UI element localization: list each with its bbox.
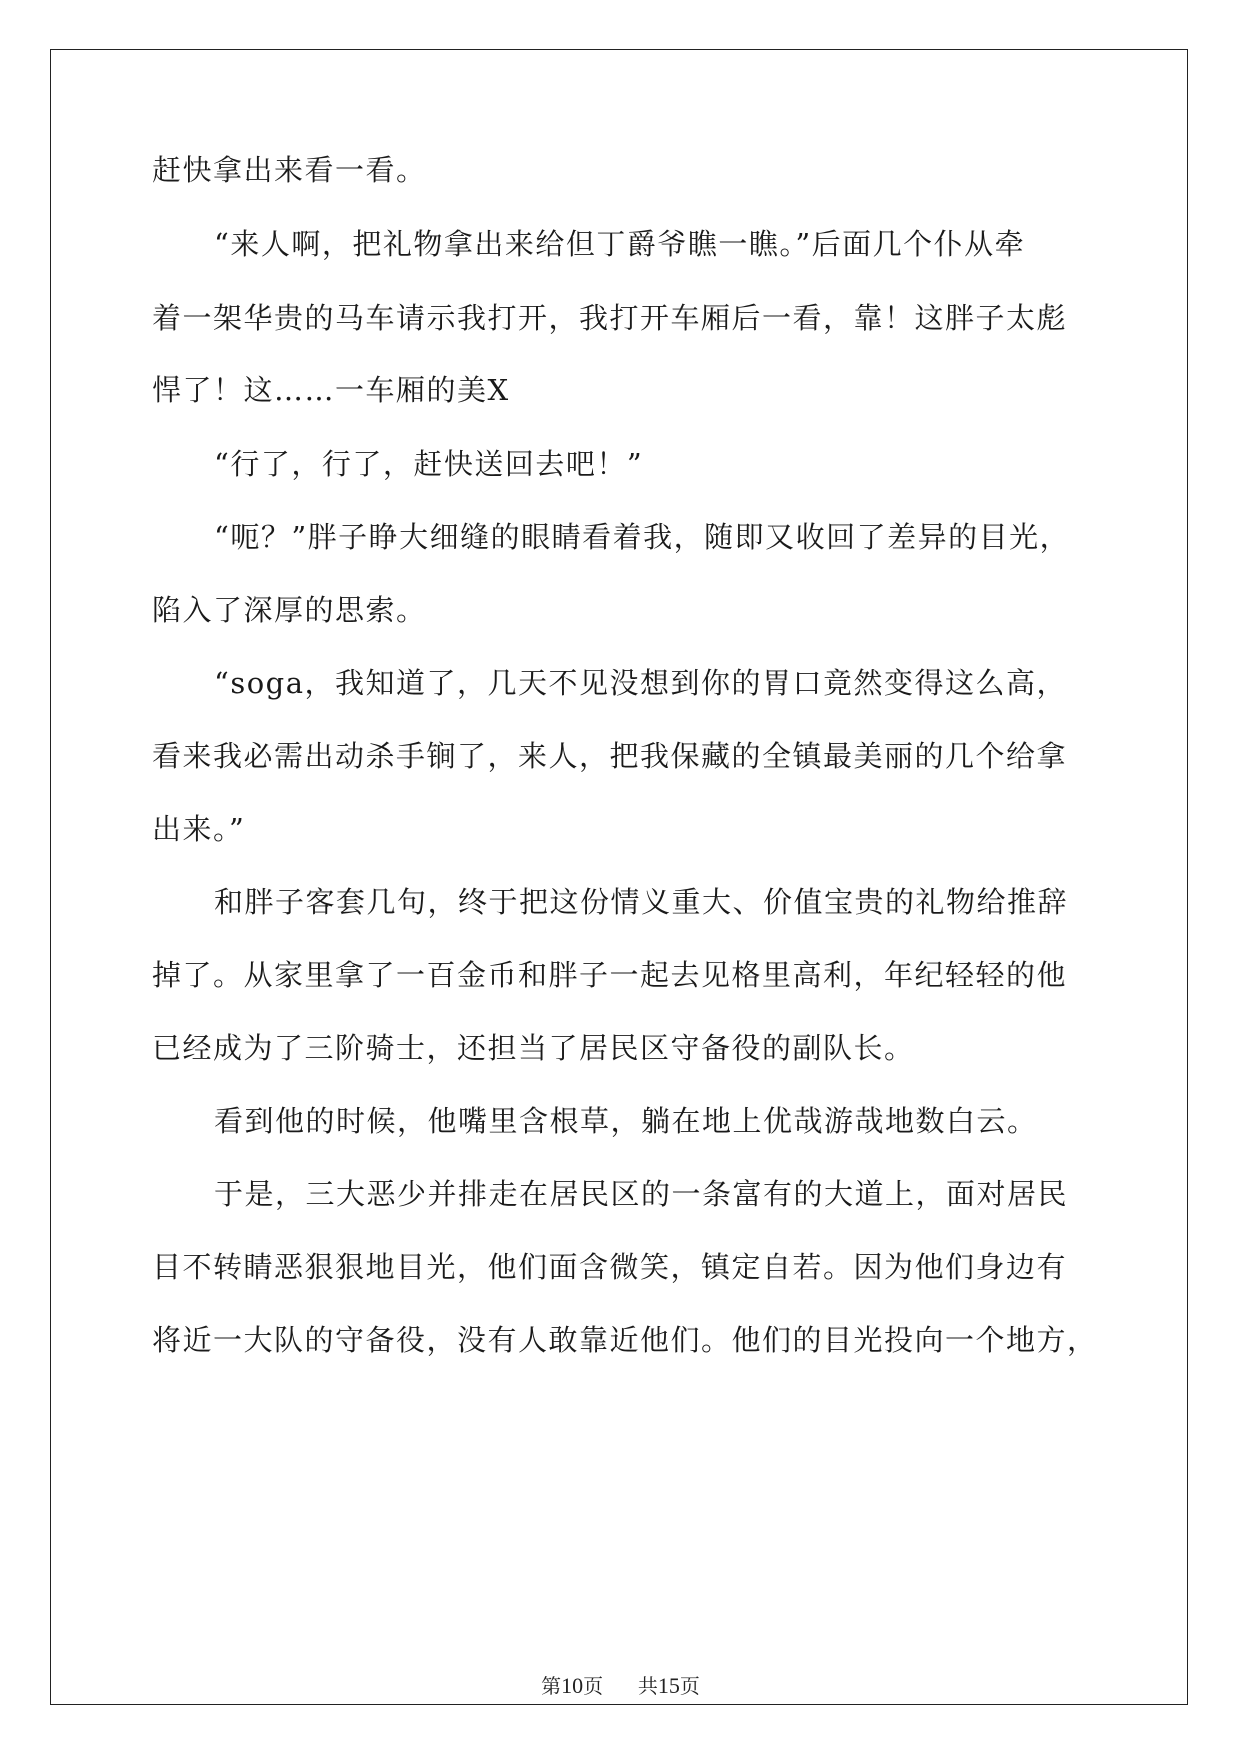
page-footer	[0, 1673, 1241, 1699]
text-line: 和胖子客套几句，终于把这份情义重大、价值宝贵的礼物给推辞	[214, 885, 1069, 919]
text-line: “来人啊，把礼物拿出来给但丁爵爷瞧一瞧。”后面几个仆从牵	[214, 227, 1026, 261]
total-pages-label: 共15页	[637, 1673, 700, 1698]
text-line: “soga，我知道了，几天不见没想到你的胃口竟然变得这么高，	[214, 666, 1068, 700]
text-line: “呃？”胖子睁大细缝的眼睛看着我，随即又收回了差异的目光，	[214, 520, 1071, 554]
total-page-number: 15	[657, 1673, 680, 1698]
page-number-label: 第10页	[541, 1673, 604, 1698]
text-line: 着一架华贵的马车请示我打开，我打开车厢后一看，靠！这胖子太彪	[152, 301, 1068, 335]
text-line: 掉了。从家里拿了一百金币和胖子一起去见格里高利，年纪轻轻的他	[152, 958, 1068, 992]
text-line: 赶快拿出来看一看。	[152, 153, 427, 187]
text-line: 于是，三大恶少并排走在居民区的一条富有的大道上，面对居民	[214, 1177, 1069, 1211]
text-line: 看来我必需出动杀手锏了，来人，把我保藏的全镇最美丽的几个给拿	[152, 739, 1068, 773]
current-page-number: 10	[561, 1673, 584, 1698]
text-line: “行了，行了，赶快送回去吧！”	[214, 447, 644, 481]
text-line: 已经成为了三阶骑士，还担当了居民区守备役的副队长。	[152, 1031, 915, 1065]
text-line: 悍了！这……一车厢的美X	[152, 373, 510, 407]
text-line: 陷入了深厚的思索。	[152, 593, 427, 627]
text-line: 看到他的时候，他嘴里含根草，躺在地上优哉游哉地数白云。	[214, 1104, 1038, 1138]
text-line: 出来。”	[152, 812, 246, 846]
text-line: 目不转睛恶狠狠地目光，他们面含微笑，镇定自若。因为他们身边有	[152, 1250, 1068, 1284]
text-line: 将近一大队的守备役，没有人敢靠近他们。他们的目光投向一个地方，	[152, 1323, 1098, 1357]
